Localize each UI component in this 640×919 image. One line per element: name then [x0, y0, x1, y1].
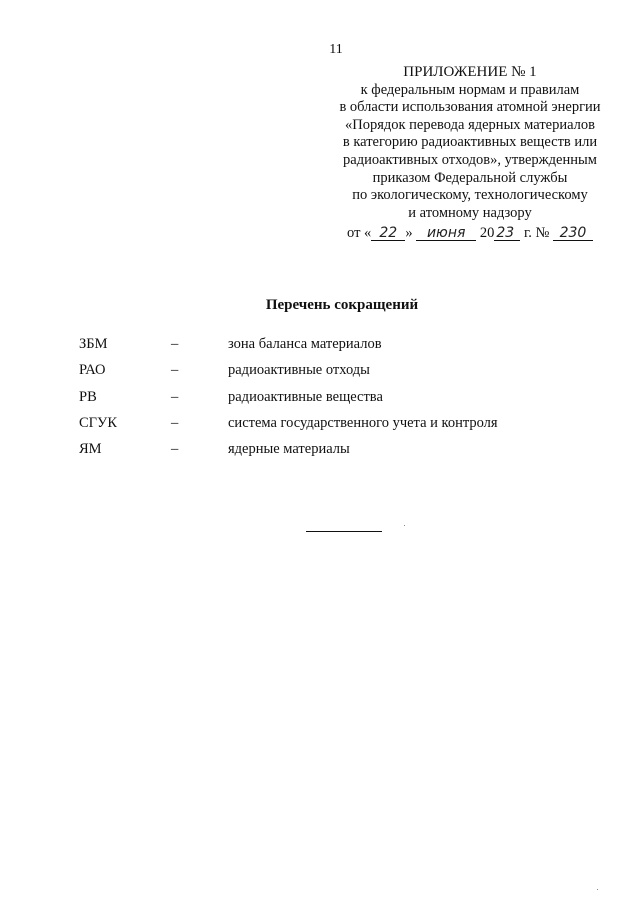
abbreviation-code: СГУК: [79, 414, 117, 431]
scan-speck: [404, 525, 405, 526]
end-rule-divider: [306, 531, 382, 532]
abbreviation-meaning: радиоактивные отходы: [228, 362, 370, 379]
abbreviation-code: ЗБМ: [79, 336, 108, 352]
list-item: [79, 362, 559, 388]
handwritten-day: 22: [371, 226, 405, 241]
dash: –: [171, 388, 179, 405]
header-line: «Порядок перевода ядерных материалов: [344, 116, 595, 133]
dash: –: [171, 414, 179, 431]
list-item: [79, 441, 559, 467]
year-prefix: 20: [479, 225, 495, 242]
abbreviation-meaning: зона баланса материалов: [228, 336, 382, 352]
abbreviation-meaning: система государственного учета и контроля: [228, 414, 498, 431]
scan-speck: [597, 889, 598, 890]
header-line: радиоактивных отходов», утвержденным: [343, 151, 597, 168]
page-number: 11: [329, 42, 343, 57]
appendix-title: ПРИЛОЖЕНИЕ № 1: [403, 64, 537, 80]
abbreviation-code: ЯМ: [79, 441, 102, 458]
list-item: [79, 389, 559, 415]
dash: –: [171, 336, 179, 352]
header-line: к федеральным нормам и правилам: [360, 81, 580, 98]
dash: –: [171, 441, 179, 458]
handwritten-year: 23: [494, 226, 520, 241]
appendix-header: [320, 64, 620, 243]
header-line: по экологическому, технологическому: [352, 187, 588, 204]
abbreviation-code: РАО: [79, 362, 106, 379]
dash: –: [171, 362, 179, 379]
list-title: Перечень сокращений: [265, 297, 419, 313]
order-date-line: [320, 225, 620, 243]
date-quote-close: »: [405, 225, 413, 242]
header-line: в категорию радиоактивных веществ или: [342, 134, 598, 151]
header-line: приказом Федеральной службы: [372, 169, 568, 186]
header-line: в области использования атомной энергии: [339, 99, 601, 116]
abbreviation-meaning: ядерные материалы: [228, 441, 350, 458]
list-item: [79, 336, 559, 362]
header-line: и атомному надзору: [408, 204, 532, 221]
abbreviation-code: РВ: [79, 388, 97, 405]
abbreviation-list: [79, 336, 559, 467]
handwritten-order-number: 230: [553, 226, 593, 241]
abbreviation-meaning: радиоактивные вещества: [228, 388, 383, 405]
handwritten-month: июня: [416, 226, 476, 241]
list-item: [79, 415, 559, 441]
date-prefix: от «: [347, 225, 372, 242]
number-label: г. №: [523, 225, 550, 242]
